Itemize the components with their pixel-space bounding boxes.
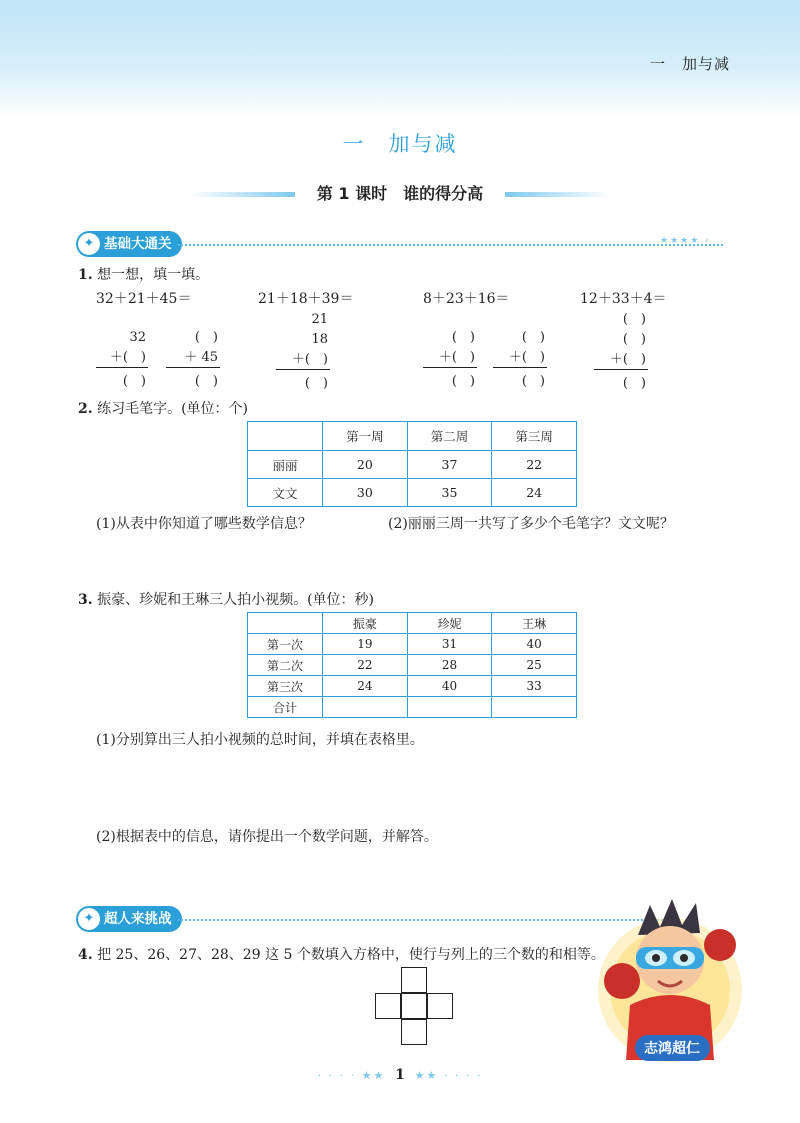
table-row bbox=[248, 697, 577, 718]
table-cell: 22 bbox=[492, 451, 577, 479]
vertical-calc-2 bbox=[278, 310, 328, 394]
grid-cell[interactable] bbox=[401, 1019, 427, 1045]
vertical-calc-rule bbox=[96, 367, 148, 368]
table-cell: 31 bbox=[407, 634, 492, 655]
question-number: 1. bbox=[78, 267, 93, 283]
vertical-calc-3b bbox=[495, 328, 545, 392]
question-2 bbox=[78, 398, 248, 418]
table-row bbox=[248, 451, 577, 479]
table-header-cell: 珍妮 bbox=[407, 613, 492, 634]
table-cell: 40 bbox=[407, 676, 492, 697]
vertical-calc-1b bbox=[168, 328, 218, 392]
table-cell: 22 bbox=[323, 655, 408, 676]
page-header bbox=[0, 0, 800, 118]
star-icon: ✦ bbox=[78, 908, 100, 930]
table-cell: 第三次 bbox=[248, 676, 323, 697]
vertical-calc-3a bbox=[425, 328, 475, 392]
vertical-line-value: ( ) bbox=[622, 332, 646, 347]
table-header-row bbox=[248, 422, 577, 451]
question-prompt: 想一想，填一填。 bbox=[97, 267, 210, 283]
table-row bbox=[248, 634, 577, 655]
table-cell-blank[interactable] bbox=[323, 697, 408, 718]
question-number: 3. bbox=[78, 592, 93, 608]
table-cell: 24 bbox=[492, 479, 577, 507]
table-cell: 40 bbox=[492, 634, 577, 655]
vertical-line-value: ＋( ) bbox=[508, 350, 545, 365]
grid-cell[interactable] bbox=[427, 993, 453, 1019]
section-badge-challenge bbox=[76, 906, 182, 932]
table-cell-blank[interactable] bbox=[407, 697, 492, 718]
table-cell: 文文 bbox=[248, 479, 323, 507]
table-cell: 25 bbox=[492, 655, 577, 676]
question-3-sub-2: (2)根据表中的信息，请你提出一个数学问题，并解答。 bbox=[96, 829, 438, 845]
table-cell: 28 bbox=[407, 655, 492, 676]
footer-stars-left: · · · · ★★ bbox=[317, 1069, 386, 1082]
table-header-cell: 振豪 bbox=[323, 613, 408, 634]
vertical-calc-rule bbox=[166, 367, 220, 368]
table-row bbox=[248, 655, 577, 676]
equation-3: 8＋23＋16＝ bbox=[423, 291, 510, 307]
question-4 bbox=[78, 944, 605, 964]
table-cell: 第一次 bbox=[248, 634, 323, 655]
table-cell: 33 bbox=[492, 676, 577, 697]
section-stars: ★★★★ ‹ bbox=[660, 236, 711, 246]
vertical-calc-4 bbox=[596, 310, 646, 394]
vertical-line-value: ＋( ) bbox=[291, 352, 328, 367]
vertical-calc-rule bbox=[423, 367, 477, 368]
section-badge-label: 基础大通关 bbox=[104, 236, 172, 252]
cross-number-grid bbox=[375, 967, 453, 1045]
grid-cell[interactable] bbox=[375, 993, 401, 1019]
grid-cell[interactable] bbox=[401, 993, 427, 1019]
question-3 bbox=[78, 589, 374, 609]
calligraphy-table bbox=[247, 421, 577, 507]
vertical-line-value: ( ) bbox=[521, 330, 545, 345]
vertical-line-value: 21 bbox=[311, 312, 328, 327]
table-cell: 37 bbox=[407, 451, 492, 479]
table-header-cell bbox=[248, 422, 323, 451]
table-header-cell bbox=[248, 613, 323, 634]
mascot-label: 志鸿超仁 bbox=[644, 1041, 700, 1057]
equation-4: 12＋33＋4＝ bbox=[580, 291, 667, 307]
vertical-line-answer: ( ) bbox=[521, 374, 545, 389]
vertical-line-answer: ( ) bbox=[451, 374, 475, 389]
unit-title: 一 加与减 bbox=[342, 132, 458, 156]
table-cell: 合计 bbox=[248, 697, 323, 718]
table-cell: 24 bbox=[323, 676, 408, 697]
table-header-row bbox=[248, 613, 577, 634]
vertical-line-value: ＋( ) bbox=[609, 352, 646, 367]
section-badge-basics bbox=[76, 231, 182, 257]
vertical-line-answer: ( ) bbox=[622, 376, 646, 391]
question-2-sub-1: (1)从表中你知道了哪些数学信息？ bbox=[96, 516, 312, 532]
vertical-line-value: ＋( ) bbox=[109, 350, 146, 365]
page-footer bbox=[0, 1067, 800, 1083]
vertical-line-value: ＋ 45 bbox=[184, 350, 218, 365]
table-row bbox=[248, 676, 577, 697]
table-cell: 丽丽 bbox=[248, 451, 323, 479]
vertical-line-answer: ( ) bbox=[304, 376, 328, 391]
question-number: 4. bbox=[78, 947, 93, 963]
table-row bbox=[248, 479, 577, 507]
footer-stars-right: ★★ · · · · bbox=[414, 1069, 483, 1082]
mascot-illustration bbox=[590, 885, 750, 1085]
grid-cell[interactable] bbox=[401, 967, 427, 993]
table-cell: 35 bbox=[407, 479, 492, 507]
section-divider bbox=[178, 244, 723, 246]
table-cell: 30 bbox=[323, 479, 408, 507]
lesson-title: 第 1 课时 谁的得分高 bbox=[316, 184, 484, 203]
vertical-calc-rule bbox=[594, 369, 648, 370]
table-cell: 19 bbox=[323, 634, 408, 655]
table-cell-blank[interactable] bbox=[492, 697, 577, 718]
question-number: 2. bbox=[78, 401, 93, 417]
vertical-calc-rule bbox=[493, 367, 547, 368]
equation-2: 21＋18＋39＝ bbox=[258, 291, 354, 307]
table-cell: 20 bbox=[323, 451, 408, 479]
question-prompt: 练习毛笔字。(单位：个) bbox=[97, 401, 249, 417]
vertical-line-value: ＋( ) bbox=[438, 350, 475, 365]
table-header-cell: 第三周 bbox=[492, 422, 577, 451]
vertical-line-value: ( ) bbox=[451, 330, 475, 345]
vertical-line-value: 32 bbox=[129, 330, 146, 345]
chapter-label: 一 加与减 bbox=[649, 55, 730, 73]
question-1 bbox=[78, 264, 209, 284]
table-header-cell: 王琳 bbox=[492, 613, 577, 634]
question-prompt: 振豪、珍妮和王琳三人拍小视频。(单位：秒) bbox=[97, 592, 375, 608]
page-number: 1 bbox=[395, 1067, 405, 1083]
table-header-cell: 第二周 bbox=[407, 422, 492, 451]
vertical-line-value: 18 bbox=[311, 332, 328, 347]
vertical-line-answer: ( ) bbox=[194, 374, 218, 389]
star-icon: ✦ bbox=[78, 233, 100, 255]
question-3-sub-1: (1)分别算出三人拍小视频的总时间，并填在表格里。 bbox=[96, 732, 424, 748]
vertical-line-value: ( ) bbox=[194, 330, 218, 345]
vertical-line-answer: ( ) bbox=[122, 374, 146, 389]
section-badge-label: 超人来挑战 bbox=[104, 911, 172, 927]
vertical-calc-rule bbox=[276, 369, 330, 370]
table-cell: 第二次 bbox=[248, 655, 323, 676]
question-prompt: 把 25、26、27、28、29 这 5 个数填入方格中，使行与列上的三个数的和相等。 bbox=[97, 947, 605, 963]
question-2-sub-2: (2)丽丽三周一共写了多少个毛笔字？文文呢？ bbox=[388, 516, 674, 532]
equation-1: 32＋21＋45＝ bbox=[96, 291, 192, 307]
table-header-cell: 第一周 bbox=[323, 422, 408, 451]
vertical-line-value: ( ) bbox=[622, 312, 646, 327]
video-time-table bbox=[247, 612, 577, 718]
vertical-calc-1a bbox=[98, 328, 146, 392]
